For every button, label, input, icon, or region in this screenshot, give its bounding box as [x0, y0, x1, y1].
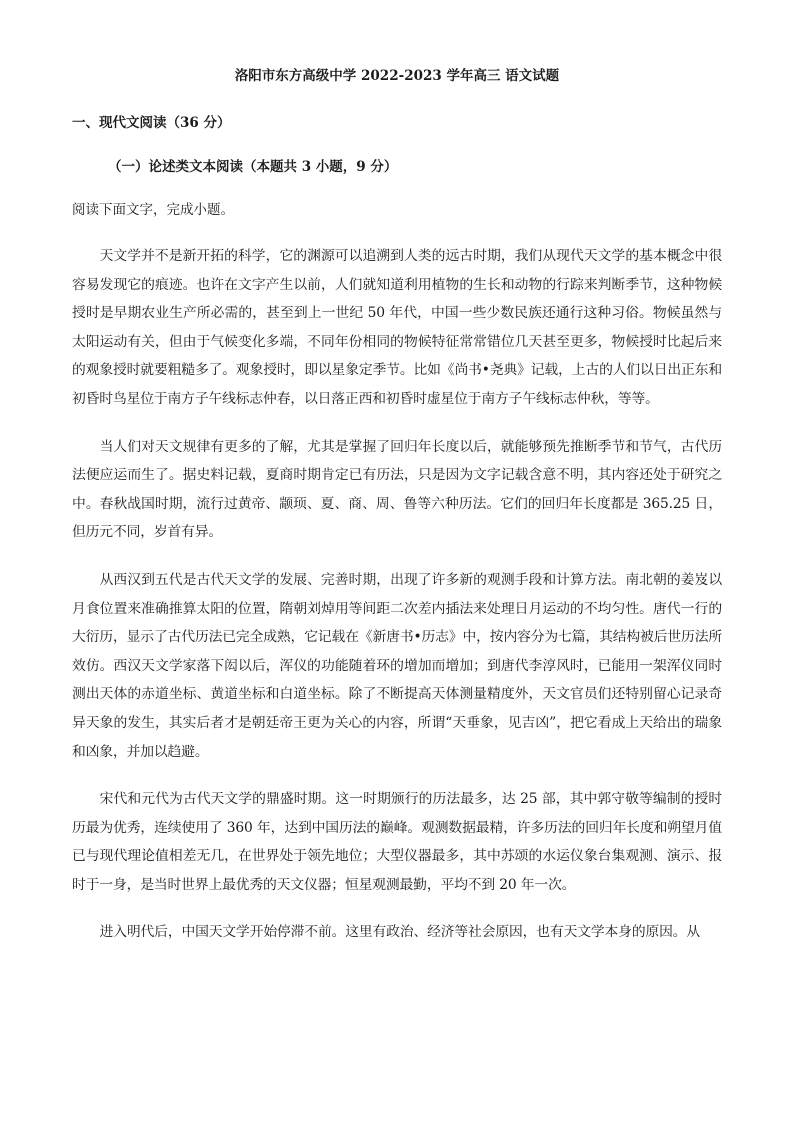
reading-instruction: 阅读下面文字，完成小题。: [72, 202, 234, 218]
passage-paragraph: 宋代和元代为古代天文学的鼎盛时期。这一时期颁行的历法最多，达 25 部，其中郭守敬等编制的授时历最为优秀，连续使用了 360 年，达到中国历法的巅峰。观测数据最精，许多历法的回归年长度和朔望月值已与现代理论值相差无几，在世界处于领先地位；大型仪器最多，其中苏颂的水运仪象台集观测、演示、报时于一身，是当时世界上最优秀的天文仪器；恒星观测最勤，平均不到 20 年一次。: [72, 791, 722, 893]
document-title: 洛阳市东方高级中学 2022-2023 学年高三 语文试题: [234, 68, 560, 84]
passage-paragraph: 从西汉到五代是古代天文学的发展、完善时期，出现了许多新的观测手段和计算方法。南北朝的姜岌以月食位置来准确推算太阳的位置，隋朝刘焯用等间距二次差内插法来处理日月运动的不均匀性。唐代一行的大衍历，显示了古代历法已完全成熟，它记载在《新唐书•历志》中，按内容分为七篇，其结构被后世历法所效仿。西汉天文学家落下闳以后，浑仪的功能随着环的增加而增加；到唐代李淳风时，已能用一架浑仪同时测出天体的赤道坐标、黄道坐标和白道坐标。除了不断提高天体测量精度外，天文官员们还特别留心记录奇异天象的发生，其实后者才是朝廷帝王更为关心的内容，所谓“天垂象，见吉凶”，把它看成上天给出的瑞象和凶象，并加以趋避。: [72, 571, 722, 760]
section-heading: 一、现代文阅读（36 分）: [72, 115, 231, 131]
passage-paragraph: 当人们对天文规律有更多的了解，尤其是掌握了回归年长度以后，就能够预先推断季节和节气，古代历法便应运而生了。据史料记载，夏商时期肯定已有历法，只是因为文字记载含意不明，其内容还处于研究之中。春秋战国时期，流行过黄帝、颛顼、夏、商、周、鲁等六种历法。它们的回归年长度都是 365.25 日，但历元不同，岁首有异。: [72, 438, 722, 541]
subsection-heading: （一）论述类文本阅读（本题共 3 小题，9 分）: [108, 159, 398, 175]
passage-paragraph: 天文学并不是新开拓的科学，它的渊源可以追溯到人类的远古时期，我们从现代天文学的基本概念中很容易发现它的痕迹。也许在文字产生以前，人们就知道利用植物的生长和动物的行踪来判断季节，这种物候授时是早期农业生产所必需的，甚至到上一世纪 50 年代，中国一些少数民族还通行这种习俗。物候虽然与太阳运动有关，但由于气候变化多端，不同年份相同的物候特征常常错位几天甚至更多，物候授时比起后来的观象授时就要粗糙多了。观象授时，即以星象定季节。比如《尚书•尧典》记载，上古的人们以日出正东和初昏时鸟星位于南方子午线标志仲春，以日落正西和初昏时虚星位于南方子午线标志仲秋，等等。: [72, 248, 722, 407]
passage-paragraph: 进入明代后，中国天文学开始停滞不前。这里有政治、经济等社会原因，也有天文学本身的原因。从: [99, 924, 701, 941]
reading-passage: [72, 242, 722, 966]
